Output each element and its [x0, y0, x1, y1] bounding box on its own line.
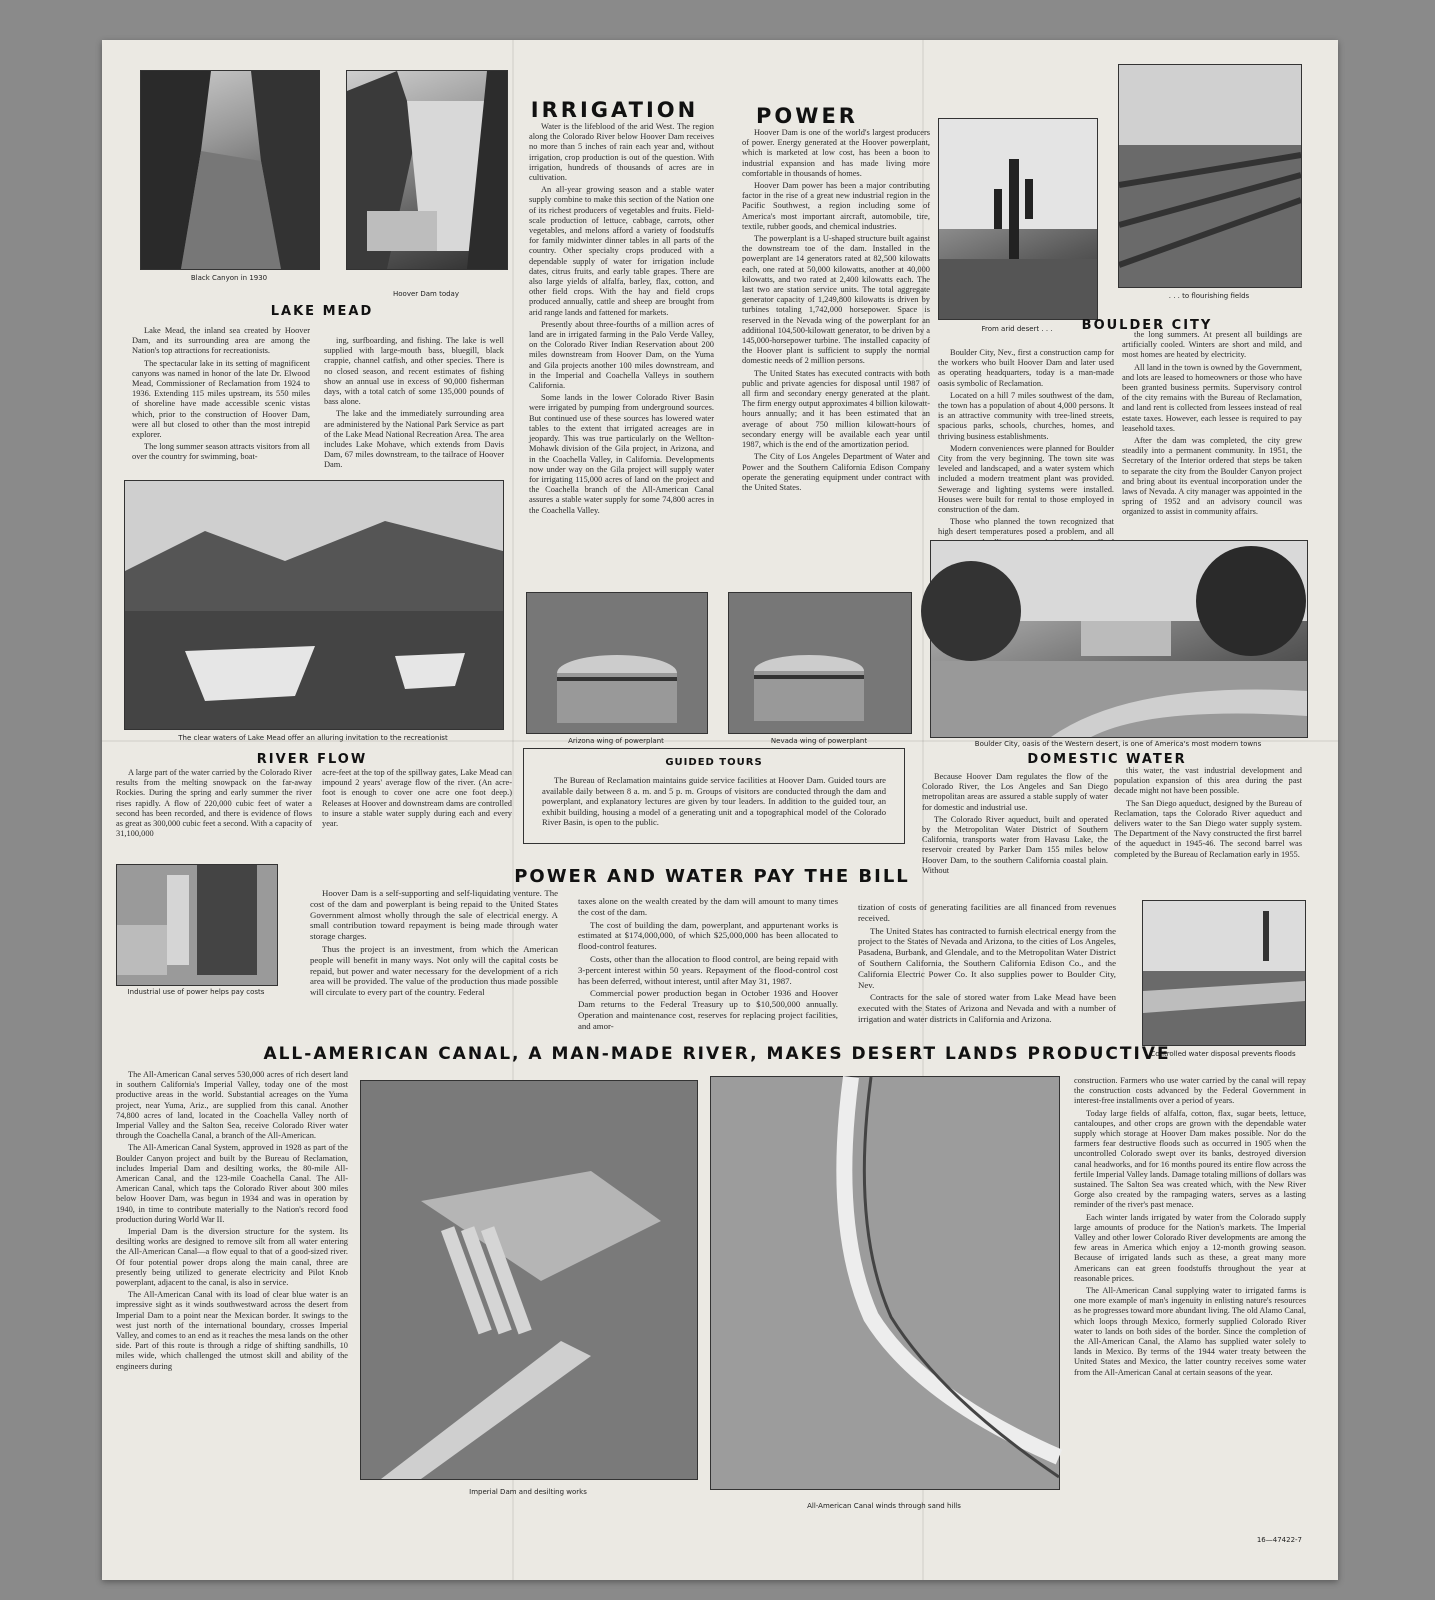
hoover-dam-photo — [346, 70, 508, 270]
paragraph: Hoover Dam is one of the world's largest producers of power. Energy generated at the Hoover powerplant, which is marketed at low cost, has been a boon to industrial expansion and has made living more comfortable in thousands of homes. — [742, 128, 930, 178]
paragraph: Water is the lifeblood of the arid West. The region along the Colorado River below Hoover Dam receives no more than 5 inches of rain each year and, without irrigation, crop production is out of the question. With irrigation, hundreds of thousands of acres are in cultivation. — [529, 122, 714, 183]
caption-lake-mead-boats: The clear waters of Lake Mead offer an alluring invitation to the recreationist — [178, 734, 448, 742]
boulder-city-text-col2 — [1122, 330, 1302, 530]
paragraph: The long summer season attracts visitors from all over the country for swimming, boat- — [132, 442, 310, 462]
paragraph: construction. Farmers who use water carried by the canal will repay the construction costs advanced by the Federal Government in interest-free installments over a period of years. — [1074, 1076, 1306, 1106]
caption-controlled-water: Controlled water disposal prevents floods — [1150, 1050, 1296, 1058]
paragraph: Lake Mead, the inland sea created by Hoover Dam, and its surrounding area are among the Nation's top attractions for recreationists. — [132, 326, 310, 356]
guided-tours-box — [523, 748, 905, 844]
paragraph: Presently about three-fourths of a million acres of land are in irrigated farming in the Palo Verde Valley, on the Colorado River Indian Reservation about 200 miles downstream from Hoover Dam, on the Yuma and Gila projects another 100 miles downstream, and in the Imperial and Coachella Valleys in southern California. — [529, 319, 714, 391]
industrial-photo — [116, 864, 278, 986]
paragraph: Contracts for the sale of stored water from Lake Mead have been executed with the States of Arizona and Nevada and with a number of irrigation and water districts in California and Arizona. — [858, 992, 1116, 1024]
canal-text-col1 — [116, 1070, 348, 1570]
paragraph: The spectacular lake in its setting of magnificent canyons was named in honor of the late Dr. Elwood Mead, Commissioner of Reclamation from 1924 to 1936. Extending 115 miles upstream, its 550 miles of shoreline have made accessible scenic vistas which, prior to the construction of Hoover Dam, were all but closed to other than the most intrepid explorer. — [132, 358, 310, 440]
paragraph: The United States has executed contracts with both public and private agencies for disposal until 1987 of all firm and secondary energy generated at the plant. The firm energy output approximates 4 billion kilowatt-hours annually; and it has been estimated that an average of about 750 million kilowatt-hours of secondary energy will be available each year until 1987, which is the end of the amortization period. — [742, 368, 930, 450]
heading-power: POWER — [756, 104, 858, 128]
black-canyon-photo — [140, 70, 320, 270]
lake-mead-boats-photo — [124, 480, 504, 730]
paragraph: The City of Los Angeles Department of Water and Power and the Southern California Edison Company operate the generating equipment under contract with the United States. — [742, 452, 930, 492]
paragraph: The lake and the immediately surrounding area are administered by the National Park Service as part of the Lake Mead National Recreation Area. The area includes Lake Mohave, which extends from Davis Dam, 67 miles downstream, to the tailrace of Hoover Dam. — [324, 409, 504, 470]
paragraph: Some lands in the lower Colorado River Basin were irrigated by pumping from underground sources. But continued use of these sources has lowered water tables to the extent that irrigated acreages are in jeopardy. This was true particularly on the Wellton-Mohawk division of the Gila project, in Arizona, and in the Coachella Valley, in California. Developments now under way on the Gila project will supply water for irrigating 115,000 acres of land on the project and the Coachella branch of the All-American Canal assures a stable water supply for some 74,800 acres in the Coachella Valley. — [529, 393, 714, 515]
heading-lake-mead: LAKE MEAD — [270, 304, 374, 319]
print-code: 16—47422-7 — [1256, 1536, 1302, 1544]
heading-all-american-canal: ALL-AMERICAN CANAL, A MAN-MADE RIVER, MAKES DESERT LANDS PRODUCTIVE — [263, 1044, 1171, 1064]
paragraph: Hoover Dam is a self-supporting and self-liquidating venture. The cost of the dam and powerplant is being repaid to the United States Government almost wholly through the sale of electrical energy. A small contribution toward repayment is being made through water storage charges. — [310, 888, 558, 942]
caption-industrial: Industrial use of power helps pay costs — [127, 988, 265, 996]
caption-arizona-wing: Arizona wing of powerplant — [568, 737, 664, 745]
caption-boulder-city: Boulder City, oasis of the Western desert, is one of America's most modern towns — [974, 740, 1262, 748]
paragraph: The All-American Canal System, approved in 1928 as part of the Boulder Canyon project and built by the Bureau of Reclamation, includes Imperial Dam and desilting works, the 80-mile All-American Canal, and the 123-mile Coachella Canal. The All-American Canal, which taps the Colorado River about 300 miles below Hoover Dam, was begun in 1934 and was in operation by 1940, in time to contribute materially to the Nation's record food production during World War II. — [116, 1143, 348, 1224]
caption-flourishing-fields: . . . to flourishing fields — [1168, 292, 1250, 300]
fields-photo — [1118, 64, 1302, 288]
lake-mead-text-col2 — [324, 336, 504, 476]
paragraph: Modern conveniences were planned for Boulder City from the very beginning. The town site was leveled and landscaped, and a water system which included a modern treatment plant was provided. Sewerage and lighting systems were installed. Houses were built for rental to those employed in construction of the dam. — [938, 443, 1114, 515]
heading-irrigation: IRRIGATION — [530, 98, 699, 122]
paragraph: The powerplant is a U-shaped structure built against the downstream toe of the dam. Installed in the powerplant are 14 generators rated at 82,500 kilowatts each, one rated at 50,000 kilowatts, another at 40,000 kilowatts, and two rated at 2,400 kilowatts each. The last two are station service units. The total aggregate generator capacity of 1,249,800 kilowatts is driven by turbines totaling 1,742,000 horsepower. Space is reserved in the Nevada wing of the powerplant for an additional 104,500-kilowatt generator, to be driven by a 145,000-horsepower turbine. The installed capacity of the Hoover plant is sufficient to supply the normal domestic needs of 2 million persons. — [742, 234, 930, 366]
paragraph: After the dam was completed, the city grew steadily into a permanent community. In 1951, the Secretary of the Interior ordered that steps be taken to separate the city from the Boulder Canyon project and bring about its eventual incorporation under the laws of Nevada. A city manager was appointed in the spring of 1952 and an advisory council was organized to assist in community affairs. — [1122, 436, 1302, 517]
paragraph: Costs, other than the allocation to flood control, are being repaid with 3-percent interest within 50 years. Repayment of the flood-control cost has been deferred, without interest, until after May 31, 1987. — [578, 953, 838, 986]
domestic-water-text-col2 — [1114, 766, 1302, 858]
boulder-city-photo — [930, 540, 1308, 738]
paragraph: The All-American Canal with its load of clear blue water is an impressive sight as it winds southwestward across the desert from Imperial Dam to a point near the Mexican border. It swings to the west just north of the international boundary, crosses Imperial Valley, and comes to an end as it reaches the mesa lands on the other side. Part of this route is through a ridge of shifting sandhills, 10 miles wide, which challenged the utmost skill and ability of the engineers during — [116, 1290, 348, 1371]
arid-desert-photo — [938, 118, 1098, 320]
arizona-wing-photo — [526, 592, 708, 734]
paragraph: Boulder City, Nev., first a construction camp for the workers who built Hoover Dam and later used as operating headquarters, today is a man-made oasis symbolic of Reclamation. — [938, 348, 1114, 388]
paragraph: Each winter lands irrigated by water from the Colorado supply large amounts of produce for the Nation's markets. The Imperial Valley and other lower Colorado River developments are among the few areas in America which enjoy a 12-month growing season. Because of irrigated lands such as these, a great many more Americans can eat green foodstuffs throughout the year at reasonable prices. — [1074, 1212, 1306, 1283]
paragraph: this water, the vast industrial development and population expansion of this area during the past decade might not have been possible. — [1114, 766, 1302, 796]
power-water-text-col2 — [578, 896, 838, 1046]
paragraph: Commercial power production began in October 1936 and Hoover Dam returns to the Federal Treasury up to $10,500,000 annually. Operation and maintenance cost, reserves for replacing project facilities, and amor- — [578, 988, 838, 1031]
paragraph: The Colorado River aqueduct, built and operated by the Metropolitan Water District of Southern California, transports water from Havasu Lake, the reservoir created by Parker Dam 155 miles below Hoover Dam, to the southern California coastal plain. Without — [922, 814, 1108, 875]
paragraph: Located on a hill 7 miles southwest of the dam, the town has a population of about 4,000 persons. It is an attractive community with tree-lined streets, spacious parks, schools, churches, homes, and thriving business establishments. — [938, 390, 1114, 441]
paragraph: The San Diego aqueduct, designed by the Bureau of Reclamation, taps the Colorado River aqueduct and delivers water to the San Diego water supply system. The Department of the Navy constructed the first barrel of the aqueduct in 1945-46. The second barrel was completed by the Bureau of Reclamation early in 1955. — [1114, 798, 1302, 859]
heading-boulder-city: BOULDER CITY — [1081, 318, 1213, 333]
paragraph: An all-year growing season and a stable water supply combine to make this section of the Nation one of its richest producers of vegetables and fruits. Field-scale production of lettuce, cabbage, carrots, other vegetables, and melons afford a variety of foodstuffs for family midwinter dinner tables in all parts of the country. Other specialty crops produced with a dependable supply of water for irrigation include dates, citrus fruits, and early table grapes. There are also large yields of alfalfa, barley, flax, cotton, and other field crops. With the hay and field crops produced annually, cattle and sheep are brought from arid range lands and fattened for markets. — [529, 185, 714, 317]
paragraph: Today large fields of alfalfa, cotton, flax, sugar beets, lettuce, cantaloupes, and other crops are grown with the dependable water supply which storage at Hoover Dam makes possible. Nor do the farmers fear destructive floods such as occurred in 1905 when the uncontrolled Colorado swept over its banks, destroyed diversion canal headworks, and for 16 months poured its entire flow across the fertile Imperial Valley lands. Damage totaling millions of dollars was sustained. The Salton Sea was created which, with the New River Gorge also created by the rampaging waters, serves as a lasting reminder of the river's past menace. — [1074, 1108, 1306, 1210]
paragraph: The All-American Canal serves 530,000 acres of rich desert land in southern California's Imperial Valley, today one of the most productive areas in the world. Substantial acreages on the Yuma project, near Yuma, Ariz., are supplied from this canal. Another 74,800 acres of land, located in the Coachella Valley north of Imperial Valley and the Salton Sea, receive Colorado River water through the Coachella Canal, a branch of the All-American. — [116, 1070, 348, 1141]
paragraph: Because Hoover Dam regulates the flow of the Colorado River, the Los Angeles and San Diego metropolitan areas are assured a stable supply of water for domestic and industrial use. — [922, 772, 1108, 812]
paragraph: The Bureau of Reclamation maintains guide service facilities at Hoover Dam. Guided tours are available daily between 8 a. m. and 5 p. m. Groups of visitors are conducted through the dam and powerplant, and explanatory lectures are given by tour leaders. In addition to the guided tour, an exhibit building, housing a model of a generating unit and a topographical model of the Colorado River Basin, is open to the public. — [542, 775, 886, 828]
brochure-sheet — [102, 40, 1338, 1580]
paragraph: ing, surfboarding, and fishing. The lake is well supplied with large-mouth bass, bluegill, black crappie, channel catfish, and other species. There is no closed season, and recent estimates of fishing show an annual use in excess of 90,000 fisherman days, with a total catch of some 135,000 pounds of bass alone. — [324, 336, 504, 407]
lake-mead-text-col1 — [132, 326, 310, 478]
paragraph: Thus the project is an investment, from which the American people will benefit in many ways. Not only will the capital costs be repaid, but power and water necessary for the development of a rich area will be provided. The value of the production thus made possible will circulate to every part of the country. Federal — [310, 943, 558, 998]
guided-tours-text — [542, 775, 886, 839]
paragraph: Those who planned the town recognized that high desert temperatures posed a problem, and all — [938, 517, 1114, 537]
boulder-city-text-col1 — [938, 348, 1114, 558]
paragraph: The cost of building the dam, powerplant, and appurtenant works is estimated at $174,000,000, of which $25,000,000 has been allocated to flood-control features. — [578, 919, 838, 952]
canal-text-col2 — [1074, 1076, 1306, 1568]
paragraph: Hoover Dam power has been a major contributing factor in the rise of a great new industrial region in the Pacific Southwest, a region including some of America's most important aircraft, automobile, tire, textile, rubber goods, and chemical industries. — [742, 181, 930, 231]
power-text — [742, 128, 930, 580]
caption-hoover-today: Hoover Dam today — [392, 290, 459, 298]
paragraph: Imperial Dam is the diversion structure for the system. Its desilting works are designed to remove silt from all water entering the All-American Canal—a flow equal to that of a good-sized river. Of four potential power drops along the main canal, three are presently being utilized to generate electricity and Pilot Knob powerplant, adjacent to the canal, is also in service. — [116, 1227, 348, 1288]
heading-power-water: POWER AND WATER PAY THE BILL — [514, 866, 910, 887]
domestic-water-text-col1 — [922, 772, 1108, 875]
caption-canal-sandhills: All-American Canal winds through sand hills — [807, 1502, 961, 1510]
river-flow-text-col1 — [116, 768, 312, 856]
imperial-dam-photo — [360, 1080, 698, 1480]
paragraph: tization of costs of generating facilities are all financed from revenues received. — [858, 902, 1116, 923]
caption-arid-desert: From arid desert . . . — [981, 325, 1053, 333]
river-flow-text-col2 — [322, 768, 512, 856]
paragraph: acre-feet at the top of the spillway gates, Lake Mead can impound 2 years' average flow of the river. (An acre-foot is enough to cover one acre one foot deep.) Releases at Hoover and downstream dams are controlled to insure a stable water supply during each and every year. — [322, 768, 512, 829]
power-water-text-col1 — [310, 888, 558, 1038]
heading-guided-tours: GUIDED TOURS — [665, 757, 763, 768]
paragraph: taxes alone on the wealth created by the dam will amount to many times the cost of the dam. — [578, 896, 838, 917]
nevada-wing-photo — [728, 592, 912, 734]
paragraph: All land in the town is owned by the Government, and lots are leased to homeowners or those who have been granted business permits. Supervisory control of the city remains with the Bureau of Reclamation, and land rent is collected from lessees instead of real estate taxes. However, each lessee is required to pay leasehold taxes. — [1122, 362, 1302, 433]
caption-black-canyon: Black Canyon in 1930 — [190, 274, 268, 282]
paragraph: The United States has contracted to furnish electrical energy from the project to the States of Nevada and Arizona, to the cities of Los Angeles, Pasadena, Burbank, and Glendale, and to the Metropolitan Water District of Southern California, the Southern California Edison Co., and the California Electric Power Co. It also supplies power to Boulder City, Nev. — [858, 925, 1116, 990]
canal-sandhills-photo — [710, 1076, 1060, 1490]
flood-control-photo — [1142, 900, 1306, 1046]
paragraph: The All-American Canal supplying water to irrigated farms is one more example of man's ingenuity in enlisting nature's resources as he progresses toward more abundant living. The old Alamo Canal, which loops through Mexico, formerly supplied Colorado River water to lands on both sides of the border. Since the completion of the All-American Canal, the Alamo has supplied water solely to lands in Mexico. By terms of the 1944 water treaty between the United States and Mexico, the latter country receives some water from the All-American Canal at certain seasons of the year. — [1074, 1286, 1306, 1377]
caption-nevada-wing: Nevada wing of powerplant — [770, 737, 868, 745]
heading-domestic-water: DOMESTIC WATER — [1027, 752, 1187, 767]
paragraph: A large part of the water carried by the Colorado River results from the melting snowpack on the far-away Rockies. During the spring and early summer the river rises rapidly. A flow of 220,000 cubic feet of water a second has been recorded, and there is evidence of flows as great as 300,000 cubic feet a second. With a capacity of 31,100,000 — [116, 768, 312, 839]
heading-river-flow: RIVER FLOW — [256, 752, 368, 767]
irrigation-text — [529, 122, 714, 580]
paragraph: the long summers. At present all buildings are artificially cooled. Winters are short and mild, and most homes are heated by electricity. — [1122, 330, 1302, 360]
caption-imperial-dam: Imperial Dam and desilting works — [469, 1488, 587, 1496]
power-water-text-col3 — [858, 902, 1116, 1042]
